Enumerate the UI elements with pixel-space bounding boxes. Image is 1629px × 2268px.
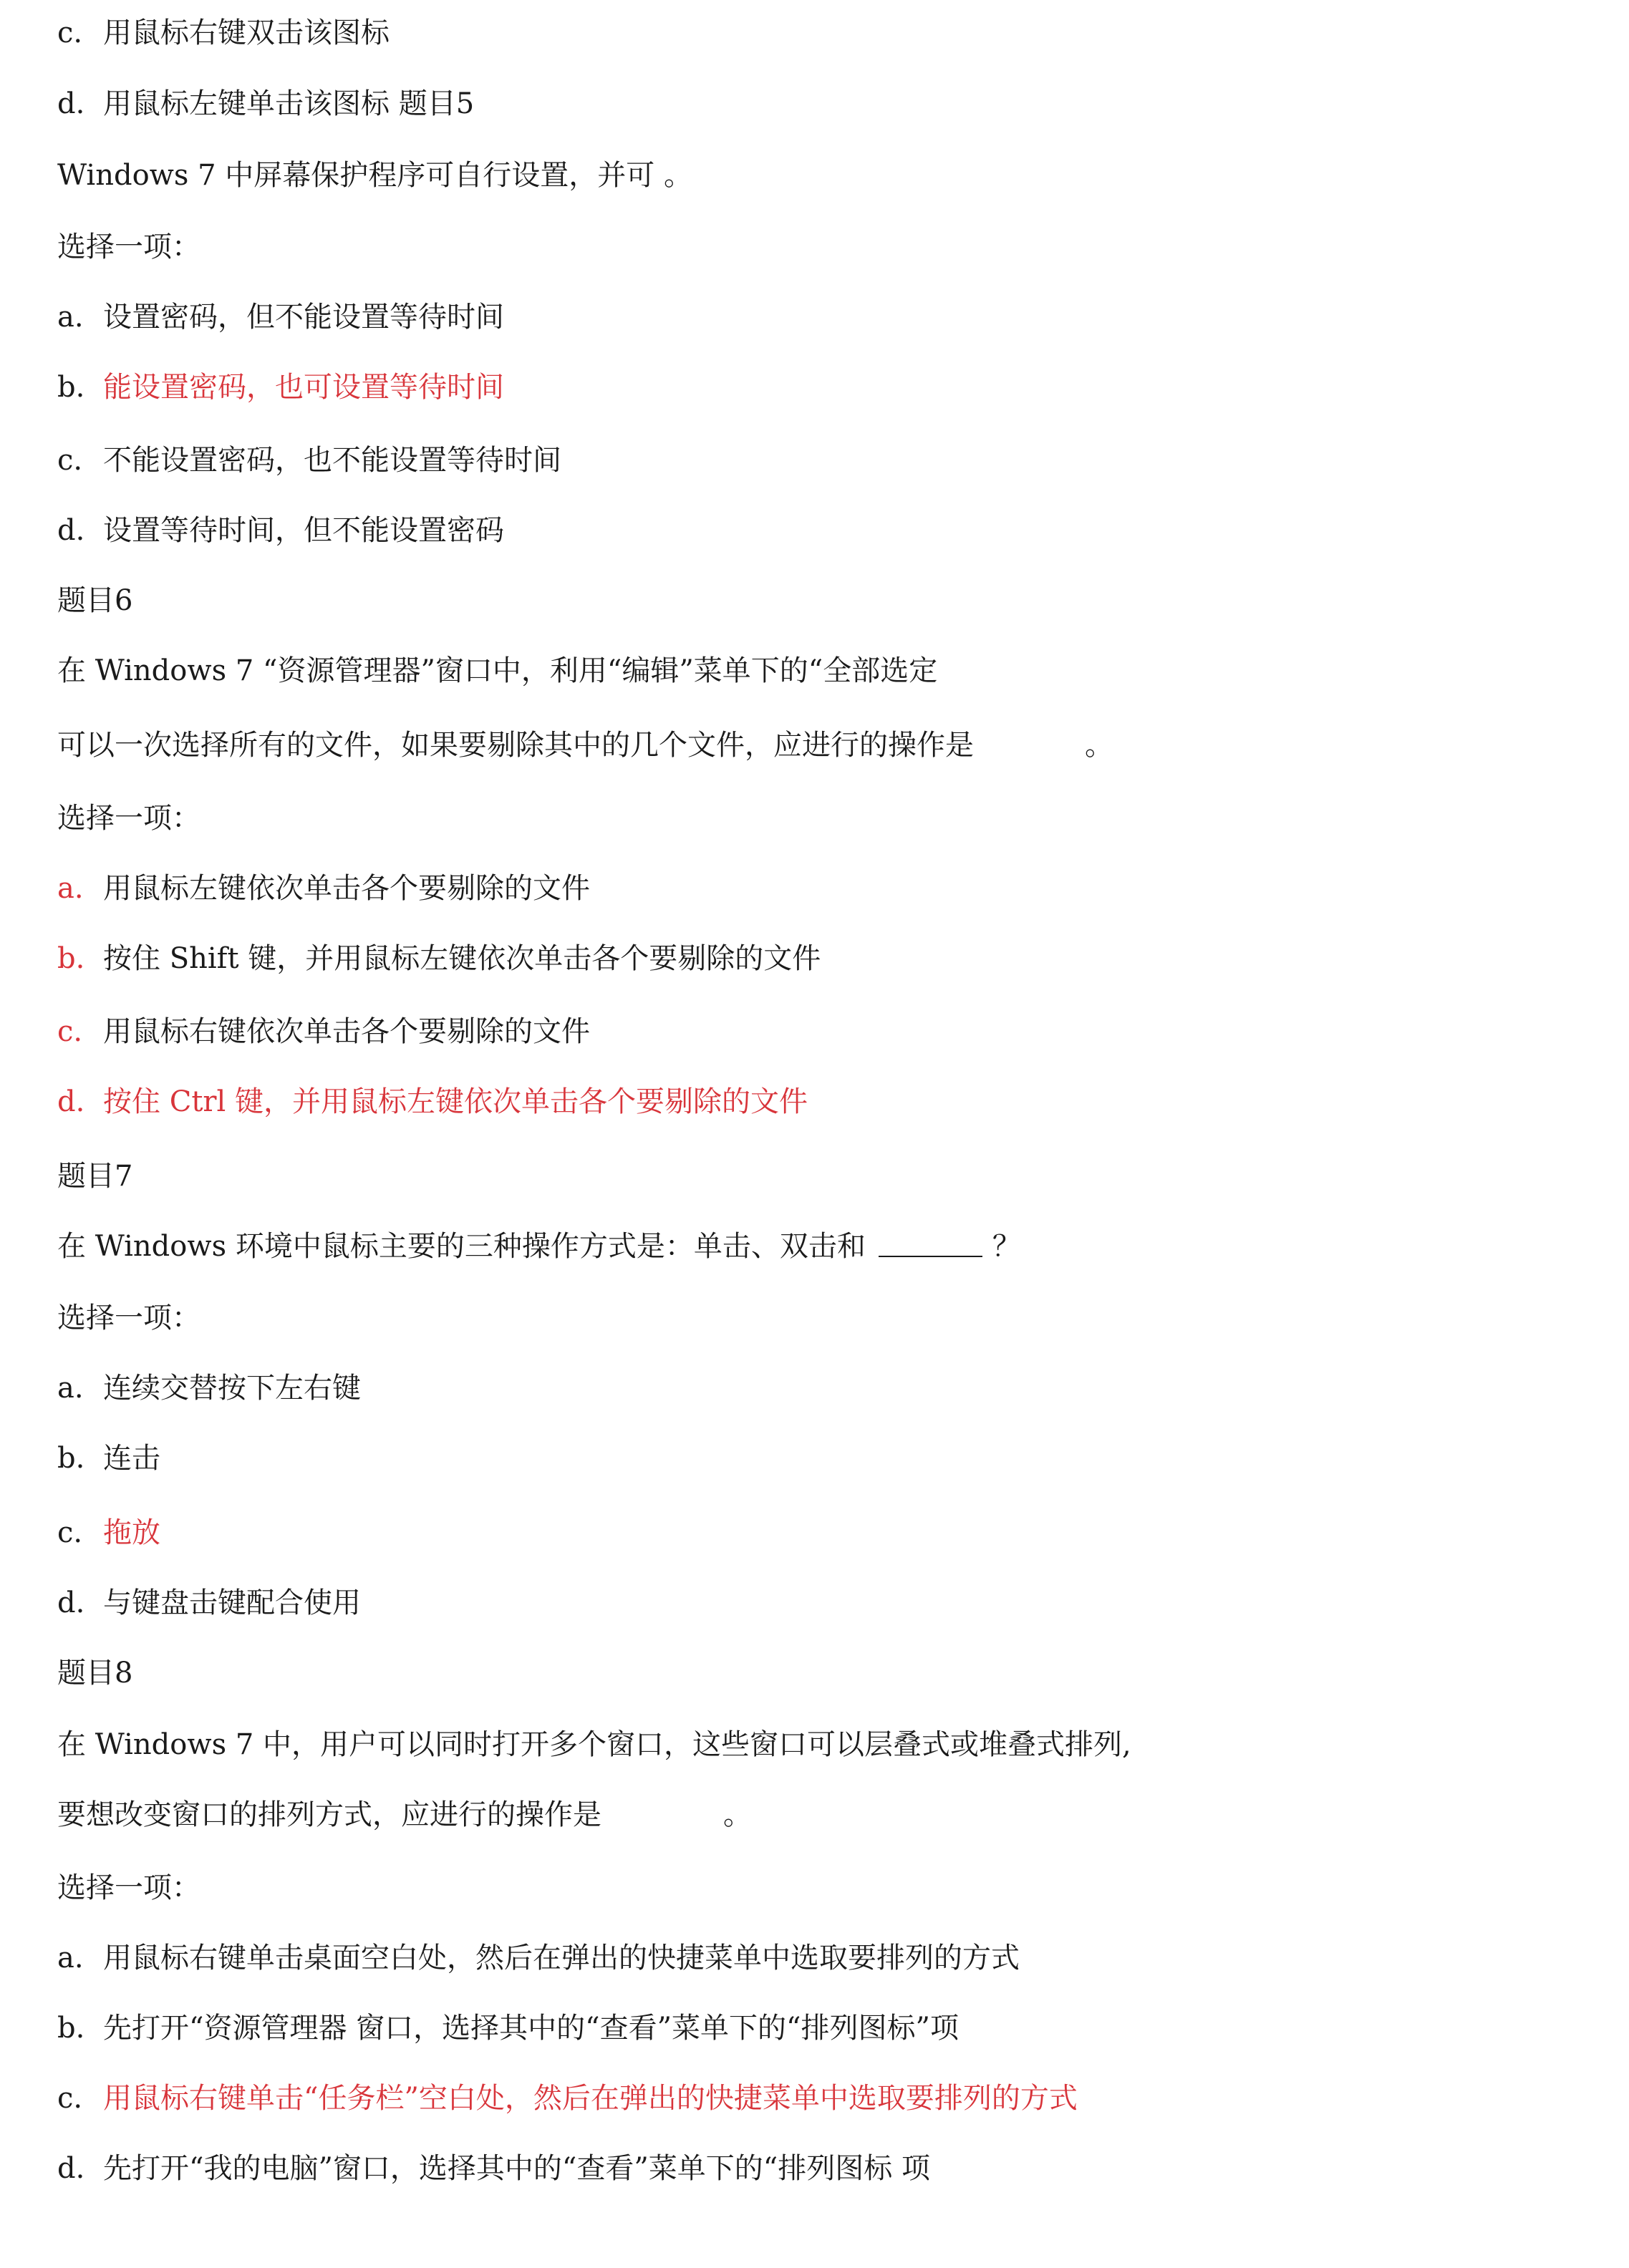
option-letter: d. (57, 87, 85, 120)
option-a-q7 (57, 1370, 361, 1407)
question-8-text-line2: 要想改变窗口的排列方式，应进行的操作是 。 (57, 1798, 752, 1831)
option-letter: a. (57, 872, 84, 905)
option-c-q6 (57, 1013, 590, 1050)
choose-one-label: 选择一项： (57, 231, 200, 263)
option-c-q5 (57, 442, 561, 479)
option-text: 先打开“我的电脑”窗口，选择其中的“查看”菜单下的“排列图标 项 (103, 2152, 930, 2185)
option-b-q5-answer (57, 369, 504, 406)
option-d-q8 (57, 2150, 930, 2187)
option-c-q7-answer (57, 1514, 160, 1551)
option-b-q6 (57, 940, 821, 977)
option-letter: d. (57, 1586, 85, 1619)
option-letter: d. (57, 1085, 85, 1118)
option-letter: a. (57, 1942, 84, 1974)
option-letter: c. (57, 1516, 83, 1549)
question-5-text: Windows 7 中屏幕保护程序可自行设置，并可 。 (57, 159, 693, 192)
option-letter: c. (57, 444, 83, 477)
option-text: 用鼠标右键双击该图标 (103, 16, 390, 49)
option-c-q8-answer (57, 2080, 1078, 2117)
question-8-text-line1: 在 Windows 7 中，用户可以同时打开多个窗口，这些窗口可以层叠式或堆叠式排列, (57, 1728, 1131, 1761)
option-letter: a. (57, 1372, 84, 1405)
option-d-q7 (57, 1584, 361, 1622)
option-letter: b. (57, 371, 85, 404)
option-text: 按住 Shift 键，并用鼠标左键依次单击各个要剔除的文件 (103, 942, 821, 975)
option-letter: b. (57, 2012, 85, 2045)
option-text: 按住 Ctrl 键，并用鼠标左键依次单击各个要剔除的文件 (103, 1085, 808, 1118)
option-a-q6 (57, 870, 590, 907)
choose-one-label: 选择一项： (57, 1302, 200, 1334)
choose-one-label: 选择一项： (57, 1871, 200, 1904)
question-8-heading: 题目8 (57, 1657, 133, 1690)
option-c-q4 (57, 14, 390, 52)
option-a-q5 (57, 299, 504, 336)
choose-one-label: 选择一项： (57, 802, 200, 835)
option-text: 用鼠标左键依次单击各个要剔除的文件 (103, 872, 590, 905)
answer-blank (879, 1233, 982, 1257)
option-text: 设置密码，但不能设置等待时间 (103, 301, 504, 334)
option-letter: c. (57, 2082, 83, 2115)
option-b-q8 (57, 2010, 959, 2047)
option-text: 连击 (103, 1442, 160, 1475)
option-text: 拖放 (103, 1516, 160, 1549)
option-text: 用鼠标右键单击“任务栏”空白处，然后在弹出的快捷菜单中选取要排列的方式 (103, 2082, 1078, 2115)
option-d-q6-answer (57, 1083, 808, 1120)
option-letter: c. (57, 1015, 83, 1048)
question-6-text-line2: 可以一次选择所有的文件，如果要剔除其中的几个文件，应进行的操作是 。 (57, 729, 1113, 762)
option-d-q5 (57, 512, 504, 549)
option-text: 设置等待时间，但不能设置密码 (103, 514, 504, 547)
question-6-text-line1: 在 Windows 7 “资源管理器”窗口中，利用“编辑”菜单下的“全部选定 (57, 654, 938, 687)
option-text: 与键盘击键配合使用 (103, 1586, 361, 1619)
question-6-heading: 题目6 (57, 584, 133, 617)
option-text: 用鼠标右键单击桌面空白处，然后在弹出的快捷菜单中选取要排列的方式 (103, 1942, 1020, 1974)
option-a-q8 (57, 1939, 1020, 1977)
option-letter: d. (57, 514, 85, 547)
option-letter: b. (57, 942, 85, 975)
option-letter: d. (57, 2152, 85, 2185)
question-7-text: 在 Windows 环境中鼠标主要的三种操作方式是：单击、双击和 ？ (57, 1230, 1021, 1263)
option-text: 用鼠标左键单击该图标 题目5 (103, 87, 475, 120)
question-7-heading: 题目7 (57, 1160, 133, 1193)
option-text: 用鼠标右键依次单击各个要剔除的文件 (103, 1015, 590, 1048)
option-d-q4 (57, 85, 474, 122)
option-text: 不能设置密码，也不能设置等待时间 (103, 444, 561, 477)
option-text: 能设置密码，也可设置等待时间 (103, 371, 504, 404)
option-text: 先打开“资源管理器 窗口，选择其中的“查看”菜单下的“排列图标”项 (103, 2012, 959, 2045)
option-letter: a. (57, 301, 84, 334)
option-b-q7 (57, 1440, 160, 1477)
option-letter: c. (57, 16, 83, 49)
option-text: 连续交替按下左右键 (103, 1372, 361, 1405)
option-letter: b. (57, 1442, 85, 1475)
